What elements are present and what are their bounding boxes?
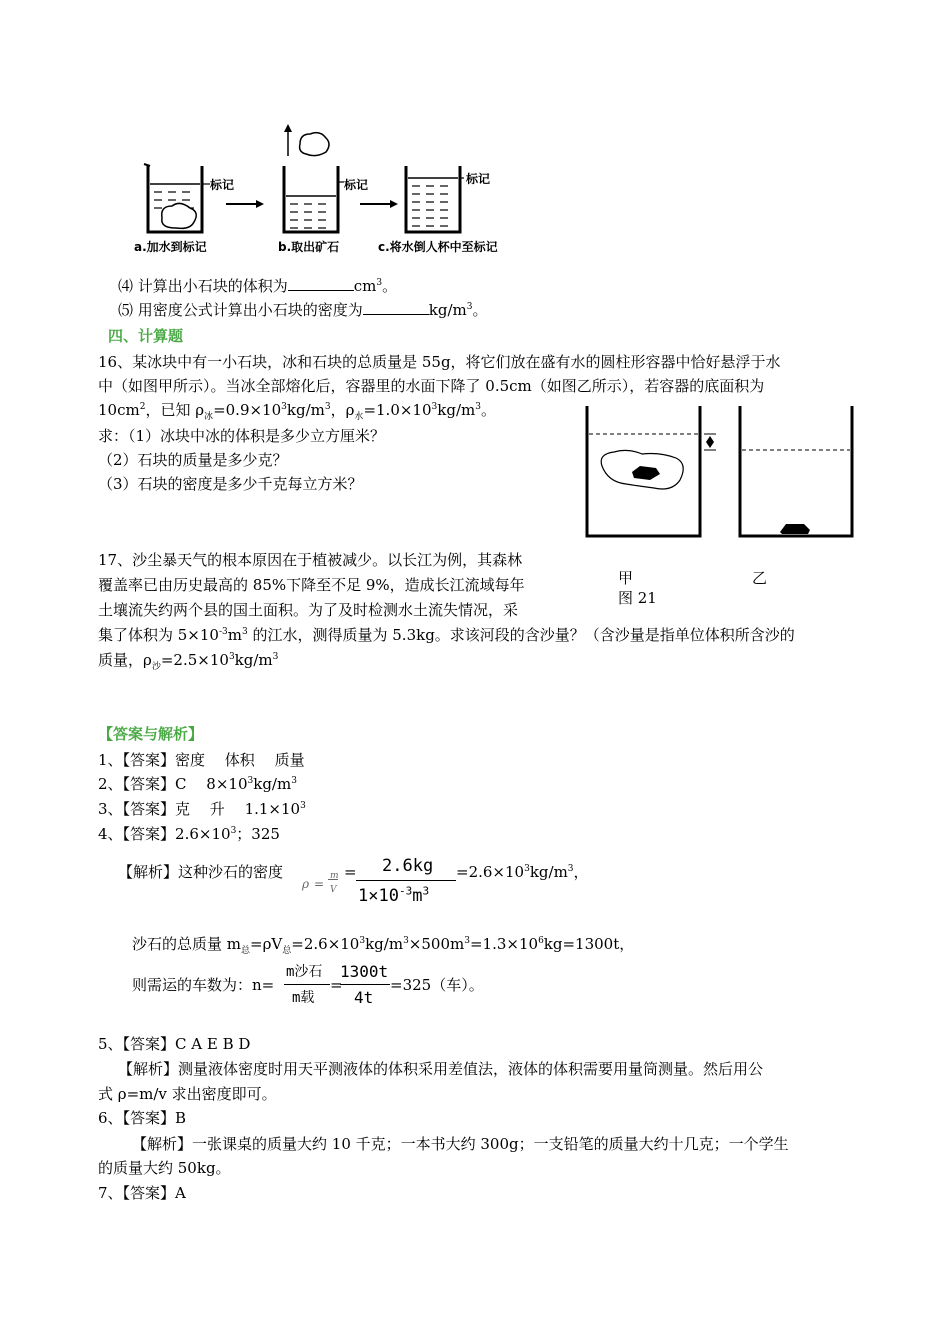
q16-ask2: （2）石块的质量是多少克？ [98,451,288,469]
q17-line2: 覆盖率已由历史最高的 85%下降至不足 9%，造成长江流域每年 [98,576,525,594]
figure21-caption: 图 21 [618,589,657,607]
explanation-5-line1: 【解析】测量液体密度时用天平测液体的体积采用差值法，液体的体积需要用量筒测量。然后用公 [118,1060,764,1078]
q16-ask1: 求：（1）冰块中冰的体积是多少立方厘米？ [98,427,386,445]
explanation-6-line1: 【解析】一张课桌的质量大约 10 千克；一本书大约 300g；一支铅笔的质量大约十几克；一个学生 [132,1135,789,1153]
q17-line3: 土壤流失约两个县的国土面积。为了及时检测水土流失情况，采 [98,601,519,619]
container-yi [740,406,852,536]
count-fraction-bar-2 [340,984,390,985]
count-result: =325（车）。 [390,976,484,994]
caption-c: c.将水倒人杯中至标记 [378,240,498,254]
figure21-right-label: 乙 [752,569,768,587]
arrow-right-icon [226,200,264,208]
mark-label-a: 标记 [210,178,235,192]
count-numerator-1: m沙石 [286,964,323,980]
caption-a: a.加水到标记 [134,240,207,254]
answer-4: 4、【答案】$2.6\times 10^3$；325 [98,825,280,843]
explanation-5-line2: 式 ρ=m/v 求出密度即可。 [98,1085,277,1103]
answer-5: 5、【答案】C A E B D [98,1035,251,1053]
beaker-c [406,166,464,232]
q17-line1: 17、沙尘暴天气的根本原因在于植被减少。以长江为例，其森林 [98,551,523,569]
answer-2: 2、【答案】C $8\times 10^3kg/m^3$ [98,775,297,793]
q16-ask3: （3）石块的密度是多少千克每立方米？ [98,475,363,493]
q16-line1: 16、某冰块中有一小石块，冰和石块的总质量是 55g，将它们放在盛有水的圆柱形容器中恰好悬浮于水 [98,353,781,371]
answer-7: 7、【答案】A [98,1184,186,1202]
beaker-b [284,124,344,232]
count-numerator-2: 1300t [340,962,389,981]
rho-symbol: ρ [302,877,310,891]
formula-eq: = [344,863,357,881]
question-4: ⑷ 计算出小石块的体积为 $cm^3$。 [118,277,398,295]
mark-label-c: 标记 [466,172,491,186]
arrow-right-icon [360,200,398,208]
density-result: $=2.6\times 10^3kg/m^3$， [456,863,589,881]
count-denominator-2: 4t [354,988,374,1007]
q16-line3: $10cm^2$，已知 $\rho_冰=0.9\times 10^3kg/m^3$，$\rho_水=1.0\times 10^3kg/m^3$。 [98,401,496,422]
answer-6: 6、【答案】B [98,1109,187,1127]
q17-line5: 质量，$\rho_沙=2.5\times 10^3kg/m^3$ [98,651,279,672]
count-fraction-bar-1 [284,984,330,985]
question-5: ⑸ 用密度公式计算出小石块的密度为 $kg/m^3$。 [118,301,488,319]
total-mass-line: 沙石的总质量 $m_总=\rho V_总=2.6\times 10^3kg/m^3\times 500m^3=1.3\times 10^6kg=1300t$， [132,935,635,956]
density-numerator: 2.6kg [382,856,434,876]
explanation-6-line2: 的质量大约 50kg。 [98,1159,231,1177]
density-denominator: $1\times 10^{-3}m^3$ [358,884,430,906]
section-title: 四、计算题 [108,327,184,345]
figure21-left-label: 甲 [618,569,634,587]
count-denominator-1: m载 [292,990,315,1006]
rho-eq: = [314,877,325,891]
answer-title: 【答案与解析】 [98,725,204,743]
explanation-4-label: 【解析】这种沙石的密度 [118,863,284,881]
figure-21 [580,402,860,542]
caption-b: b.取出矿石 [278,240,340,254]
density-fraction-bar [356,880,456,881]
mark-label-b: 标记 [344,178,369,192]
m-symbol: m [330,871,339,881]
v-symbol: V [330,885,337,895]
truck-count-label: 则需运的车数为：n= [132,976,275,994]
answer-3: 3、【答案】克 升 $1.1\times 10^3$ [98,800,306,818]
container-jia [587,406,700,536]
q17-line4: 集了体积为 $5\times 10^{-3}m^3$ 的江水，测得质量为 5.3kg。求该河段的含沙量？（含沙量是指单位体积所含沙的 [98,626,795,644]
level-drop-marker [704,434,716,450]
answer-1: 1、【答案】密度 体积 质量 [98,751,305,769]
beaker-a [144,164,210,232]
count-eq: = [330,976,343,994]
q16-line2: 中（如图甲所示）。当冰全部熔化后，容器里的水面下降了 0.5cm（如图乙所示），若容器的底面积为 [98,377,765,395]
